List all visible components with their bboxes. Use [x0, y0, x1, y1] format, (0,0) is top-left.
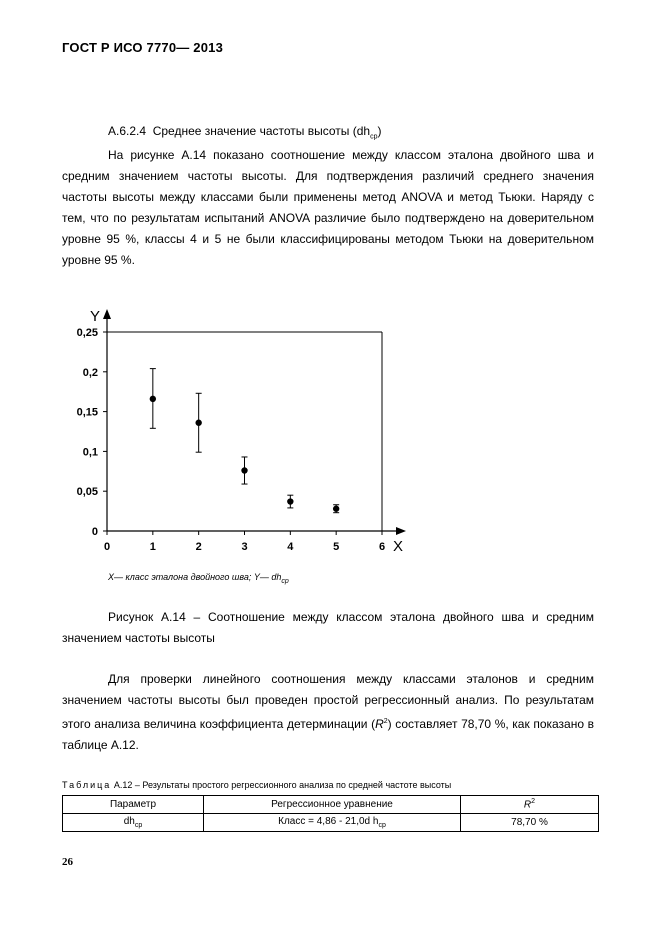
- table-row: [63, 814, 599, 832]
- y-tick-label: 0,15: [76, 406, 98, 419]
- x-tick-label: 3: [241, 541, 248, 553]
- paragraph-1: [62, 145, 594, 271]
- table-header-row: [63, 796, 599, 814]
- cell-param-sub: ср: [134, 822, 143, 829]
- paragraph-2-after: ) составляет 78,70 %, как показано в таблице А.12.: [62, 717, 595, 752]
- data-point: [150, 396, 156, 402]
- paragraph-1-text: На рисунке А.14 показано соотношение между классом эталона двойного шва и средним значением частоты высоты. Для подтверждения различий среднего значения частоты высоты между классами были применены метод ANOVA и метод Тьюки. Наряду с тем, что по результатам испытаний ANOVA различие было подтверждено на доверительном уровне 95 %, классы 4 и 5 не были классифицированы методом Тьюки на доверительном уровне 95 %.: [62, 148, 594, 267]
- data-point: [241, 467, 247, 473]
- cell-equation-text: Класс = 4,86 - 21,0d h: [278, 816, 379, 827]
- figure-caption-text: Рисунок А.14 – Соотношение между классом эталона двойного шва и средним значением частоты высоты: [62, 610, 594, 645]
- axis-legend-caption: [108, 572, 289, 585]
- cell-param: [63, 814, 204, 832]
- x-tick-label: 1: [149, 541, 156, 553]
- r-symbol: R: [375, 717, 384, 731]
- x-ticks: [104, 531, 385, 553]
- y-tick-label: 0,05: [76, 486, 98, 499]
- cell-equation: [204, 814, 461, 832]
- x-tick-label: 0: [103, 541, 111, 553]
- cell-param-text: dh: [123, 816, 135, 827]
- x-tick-label: 4: [287, 541, 294, 553]
- cell-r2: 78,70 %: [461, 814, 599, 832]
- header-r-sup: 2: [531, 798, 536, 806]
- data-point: [287, 498, 293, 504]
- header-r2: [461, 796, 599, 814]
- section-title-end: ): [377, 124, 382, 138]
- section-heading: [108, 124, 381, 140]
- y-axis-label: Y: [90, 308, 101, 325]
- data-point: [333, 506, 339, 512]
- paragraph-2-before: Для проверки линейного соотношения между классами эталонов и средним значением частоты высоты был проведен простой регрессионный анализ. По результатам этого анализа величина коэффициента детерминации (: [62, 672, 594, 731]
- table-title-text: А.12 – Результаты простого регрессионного анализа по средней частоте высоты: [113, 780, 452, 790]
- document-header: ГОСТ Р ИСО 7770— 2013: [62, 40, 223, 55]
- x-axis-label: X: [393, 538, 404, 555]
- page-number: 26: [62, 856, 73, 868]
- figure-caption: [62, 607, 594, 649]
- y-tick-label: 0,1: [82, 446, 98, 459]
- paragraph-2: [62, 669, 594, 756]
- y-axis: [103, 309, 111, 531]
- y-tick-label: 0,2: [82, 366, 98, 379]
- x-tick-label: 5: [333, 541, 340, 553]
- x-axis: [107, 527, 406, 535]
- regression-table: [62, 795, 599, 832]
- y-tick-label: 0,25: [76, 327, 98, 339]
- table-title: [62, 780, 451, 790]
- section-title: Среднее значение частоты высоты (dh: [152, 124, 371, 138]
- r-superscript: 2: [383, 718, 388, 725]
- header-param: Параметр: [63, 796, 204, 814]
- y-tick-label: 0: [91, 526, 98, 538]
- table-title-label: Таблица: [62, 780, 112, 790]
- y-ticks: [77, 327, 107, 538]
- cell-equation-sub: ср: [378, 822, 386, 829]
- x-tick-label: 2: [195, 541, 202, 553]
- x-tick-label: 6: [378, 541, 386, 553]
- section-number: А.6.2.4: [108, 124, 147, 138]
- legend-text: X— класс эталона двойного шва; Y— dh: [108, 572, 282, 582]
- section-title-subscript: ср: [370, 133, 378, 141]
- header-equation: Регрессионное уравнение: [204, 796, 461, 814]
- scatter-chart: [62, 305, 422, 575]
- legend-subscript: ср: [281, 577, 289, 585]
- data-points: [150, 369, 340, 513]
- data-point: [195, 420, 201, 426]
- header-r: R: [523, 799, 532, 811]
- plot-frame: [107, 332, 382, 531]
